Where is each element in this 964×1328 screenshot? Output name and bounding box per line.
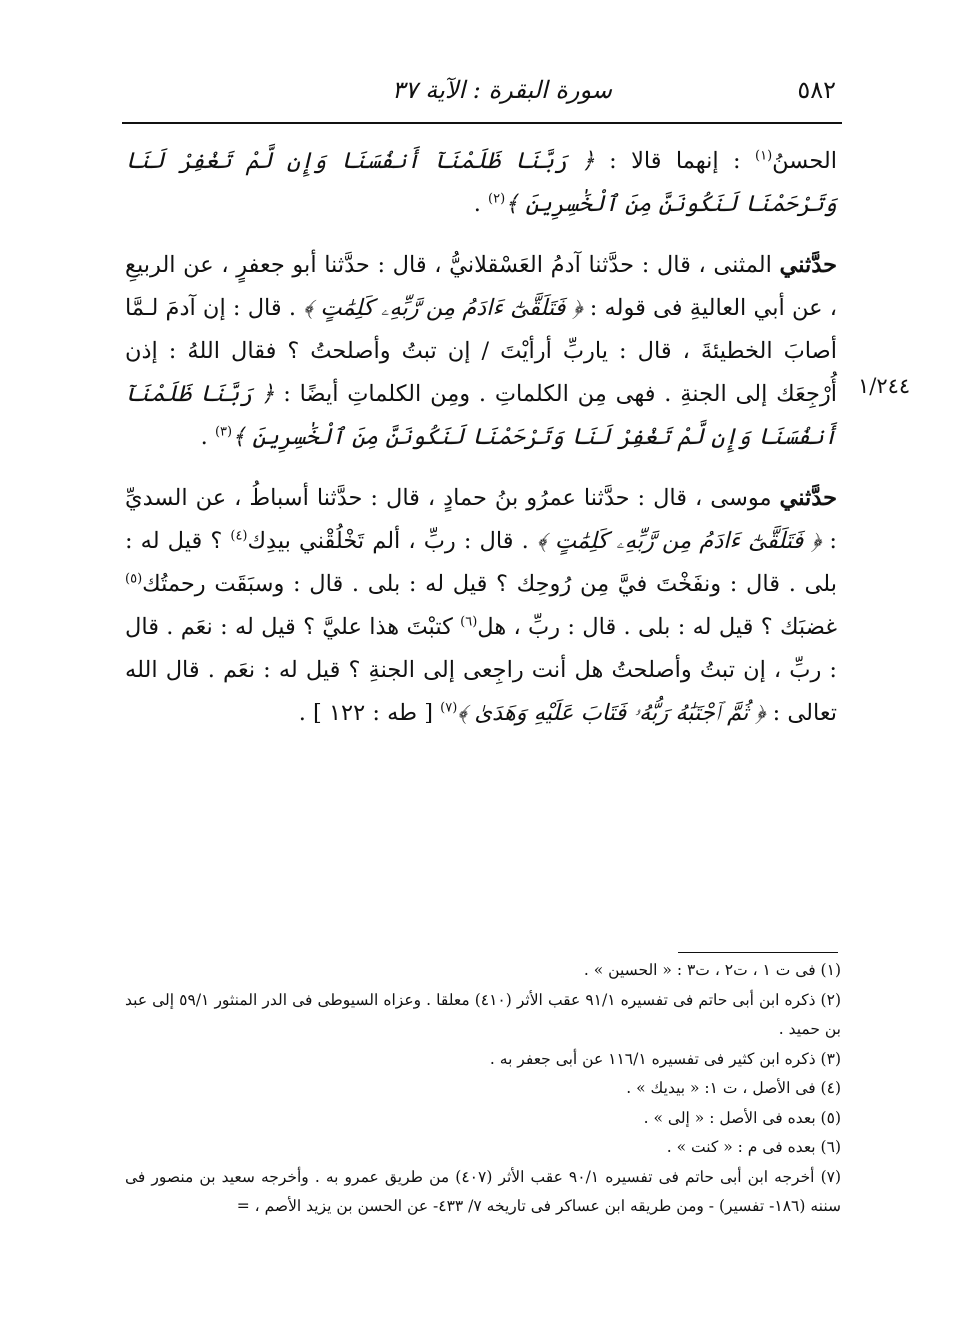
text: كتبْتَ هذا عليَّ ؟ قيل له : نعَم . قال : ربِّ ، إن تبتُ وأصلحتُ هل أنت راجِعى إلى الجنةِ ؟ قيل له : نعَم . قال الله تعالى : xyxy=(125,614,837,726)
footnote-separator xyxy=(678,952,838,953)
paragraph-3 xyxy=(125,477,837,735)
text: غضبَك ؟ قيل له : بلى . قال : ربِّ ، هل xyxy=(477,614,837,640)
text: الحسنُ xyxy=(772,148,837,174)
paragraph-2 xyxy=(125,244,837,459)
quran-quote: ﴿ فَتَلَقَّىٰٓ ءَادَمُ مِن رَّبِّهِۦ كَلِمَٰتٍ ﴾ xyxy=(536,528,822,554)
narration-lead: حدَّثني xyxy=(779,485,837,511)
quran-quote: ﴿ رَبَّنَا ظَلَمْنَآ أَنفُسَنَا وَإِن لَّمْ تَغْفِرْ لَنَا وَتَرْحَمْنَا لَنَكُونَنَّ مِنَ ٱلْخَٰسِرِينَ ﴾ xyxy=(125,148,837,217)
footnote: (٤) فى الأصل ، ت ١: « بيديك » . xyxy=(626,1079,841,1097)
paragraph-1 xyxy=(125,140,837,226)
footnote: (١) فى ت ١ ، ت٢ ، ت٣ : « الحسين » . xyxy=(583,961,841,979)
footnotes xyxy=(125,956,841,1222)
text: المثنى ، قال : حدَّثنا آدمُ العَسْقلانيُّ ، قال : حدَّثنا أبو جعفرٍ ، عن الربيعِ ، عن أبي العاليةِ فى قوله : xyxy=(125,252,838,321)
footnote: (٢) ذكره ابن أبى حاتم فى تفسيره ٩١/١ عقب الأثر (٤١٠) معلقا . وعزاه السيوطى فى الدر المنثور ٥٩/١ إلى عبد بن حميد . xyxy=(125,990,841,1038)
quran-quote: ﴿ ثُمَّ ٱجْتَبَٰهُ رَبُّهُۥ فَتَابَ عَلَيْهِ وَهَدَىٰ ﴾ xyxy=(457,700,766,726)
footnote: (٣) ذكره ابن كثير فى تفسيره ١١٦/١ عن أبى جعفر به . xyxy=(489,1049,841,1068)
quran-quote: ﴿ فَتَلَقَّىٰٓ ءَادَمُ مِن رَّبِّهِۦ كَلِمَٰتٍ ﴾ xyxy=(303,295,583,321)
text: موسى ، قال : حدَّثنا عمرُو بنُ حمادٍ ، قال : حدَّثنا أسباطُ ، عن السديِّ : xyxy=(125,485,838,554)
narration-lead: حدَّثني xyxy=(779,252,837,278)
text: . قال : إن آدمَ لـمَّا أصابَ الخطيئةَ ، قال : ياربِّ أرأيْتَ / إن تبتُ وأصلحتُ ؟ فقال اللهُ : إذن أُرْجِعَك إلى الجنةِ . فهى مِن الكلماتِ . ومِن الكلماتِ أيضًا : xyxy=(125,295,838,407)
footnote: (٧) أخرجه ابن أبى حاتم فى تفسيره ٩٠/١ عقب الأثر (٤٠٧) من طريق عمرو به . وأخرجه سعيد بن منصور فى سننه (١٨٦- تفسير) - ومن طريقه ابن عساكر فى تاريخه ٧/ ٤٣٣- عن الحسن بن يزيد الأصم ، = xyxy=(125,1167,842,1215)
text: . xyxy=(200,424,215,450)
footnote-ref: (٦) xyxy=(460,614,478,630)
page-number: ٥٨٢ xyxy=(797,76,836,104)
text: [ طه : ١٢٢ ] . xyxy=(298,700,441,726)
footnote-ref: (٧) xyxy=(440,700,458,716)
page-header xyxy=(122,66,842,122)
text: . xyxy=(473,191,489,217)
footnote-ref: (٣) xyxy=(214,424,233,440)
main-text xyxy=(125,140,837,735)
footnote: (٥) بعده فى الأصل : « إلى » . xyxy=(643,1108,841,1127)
margin-reference: ١/٢٤٤ xyxy=(858,374,911,398)
footnote-ref: (١) xyxy=(755,148,773,164)
text: : إنهما قالا : xyxy=(594,148,755,174)
text: . قال : ربِّ ، ألم تَخْلُقْني بيدِك xyxy=(247,528,537,554)
running-title: سورة البقرة : الآية ٣٧ xyxy=(391,76,612,104)
text: ؟ قيل له : بلى . قال : ونفَخْتَ فيَّ مِن رُوحِك ؟ قيل له : بلى . قال : وسبَقَت رحمتُك xyxy=(125,528,837,597)
quran-quote: ﴿ رَبَّنَا ظَلَمْنَآ أَنفُسَنَا وَإِن لَّمْ تَغْفِرْ لَنَا وَتَرْحَمْنَا لَنَكُونَنَّ مِنَ ٱلْخَٰسِرِينَ ﴾ xyxy=(125,381,837,450)
header-rule xyxy=(122,122,842,124)
footnote-ref: (٤) xyxy=(230,528,248,544)
footnote-ref: (٢) xyxy=(488,191,506,207)
footnote: (٦) بعده فى م : « كنت » . xyxy=(666,1138,841,1156)
footnote-ref: (٥) xyxy=(125,571,143,587)
